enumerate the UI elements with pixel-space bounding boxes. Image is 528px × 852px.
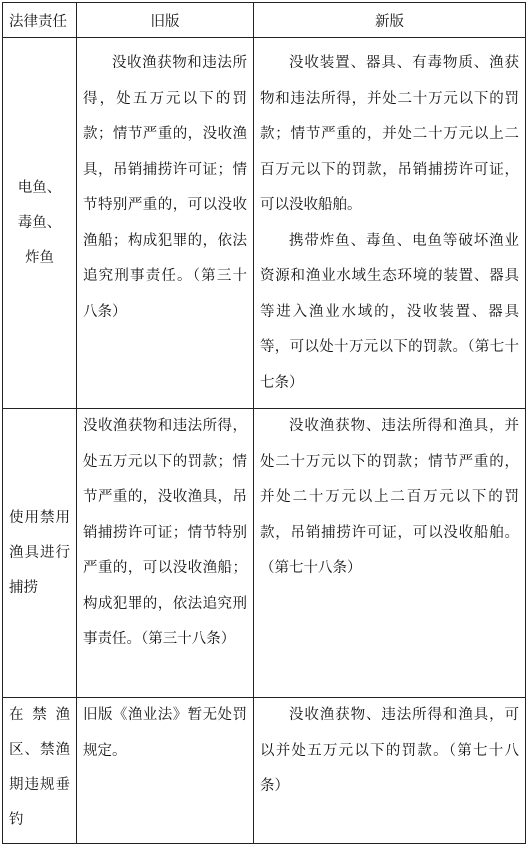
header-legal-liability: 法律责任 — [3, 3, 77, 38]
header-row — [3, 3, 526, 38]
table-row — [3, 409, 526, 698]
header-old-version: 旧版 — [77, 3, 254, 38]
new-provision-cell — [254, 38, 526, 409]
header-new-version: 新版 — [254, 3, 526, 38]
category-cell — [3, 409, 77, 698]
category-line: 电鱼、 — [17, 179, 62, 196]
category-cell — [3, 698, 77, 844]
new-provision-paragraph: 没收渔获物、违法所得和渔具，并处二十万元以下的罚款；情节严重的，并处二十万元以上二百万元以下的罚款，吊销捕捞许可证，可以没收船舶。（第七十八条） — [260, 418, 519, 576]
category-line: 炸鱼 — [25, 249, 54, 266]
category-cell — [3, 38, 77, 409]
new-provision-paragraph: 携带炸鱼、毒鱼、电鱼等破坏渔业资源和渔业水域生态环境的装置、器具等进入渔业水域的，没收装置、器具等，可以处十万元以下的罚款。（第七十七条） — [260, 232, 519, 391]
old-provision-text: 没收渔获物和违法所得，处五万元以下的罚款；情节严重的，没收渔具，吊销捕捞许可证；情节特别严重的，可以没收渔船；构成犯罪的，依法追究刑事责任。（第三十八条） — [83, 55, 247, 320]
new-provision-cell — [254, 409, 526, 698]
category-line: 毒鱼、 — [17, 214, 62, 231]
new-provision-cell — [254, 698, 526, 844]
new-provision-paragraph: 没收装置、器具、有毒物质、渔获物和违法所得，并处二十万元以下的罚款；情节严重的，并处二十万元以上二百万元以下的罚款，吊销捕捞许可证，可以没收船舶。 — [260, 55, 519, 213]
old-provision-cell — [77, 409, 254, 698]
old-provision-cell — [77, 38, 254, 409]
document-page — [2, 2, 525, 844]
category-text: 使用禁用渔具进行捕捞 — [9, 509, 70, 596]
old-provision-cell — [77, 698, 254, 844]
new-provision-paragraph: 没收渔获物、违法所得和渔具，可以并处五万元以下的罚款。（第七十八条） — [260, 707, 519, 794]
legal-liability-comparison-table — [2, 2, 526, 844]
category-text: 在禁渔区、禁渔期违规垂钓 — [9, 707, 70, 828]
table-row — [3, 698, 526, 844]
old-provision-text: 没收渔获物和违法所得，处五万元以下的罚款；情节严重的，没收渔具，吊销捕捞许可证；情节特别严重的，可以没收渔船；构成犯罪的，依法追究刑事责任。（第三十八条） — [83, 418, 247, 647]
old-provision-text: 旧版《渔业法》暂无处罚规定。 — [83, 707, 247, 759]
table-row — [3, 38, 526, 409]
